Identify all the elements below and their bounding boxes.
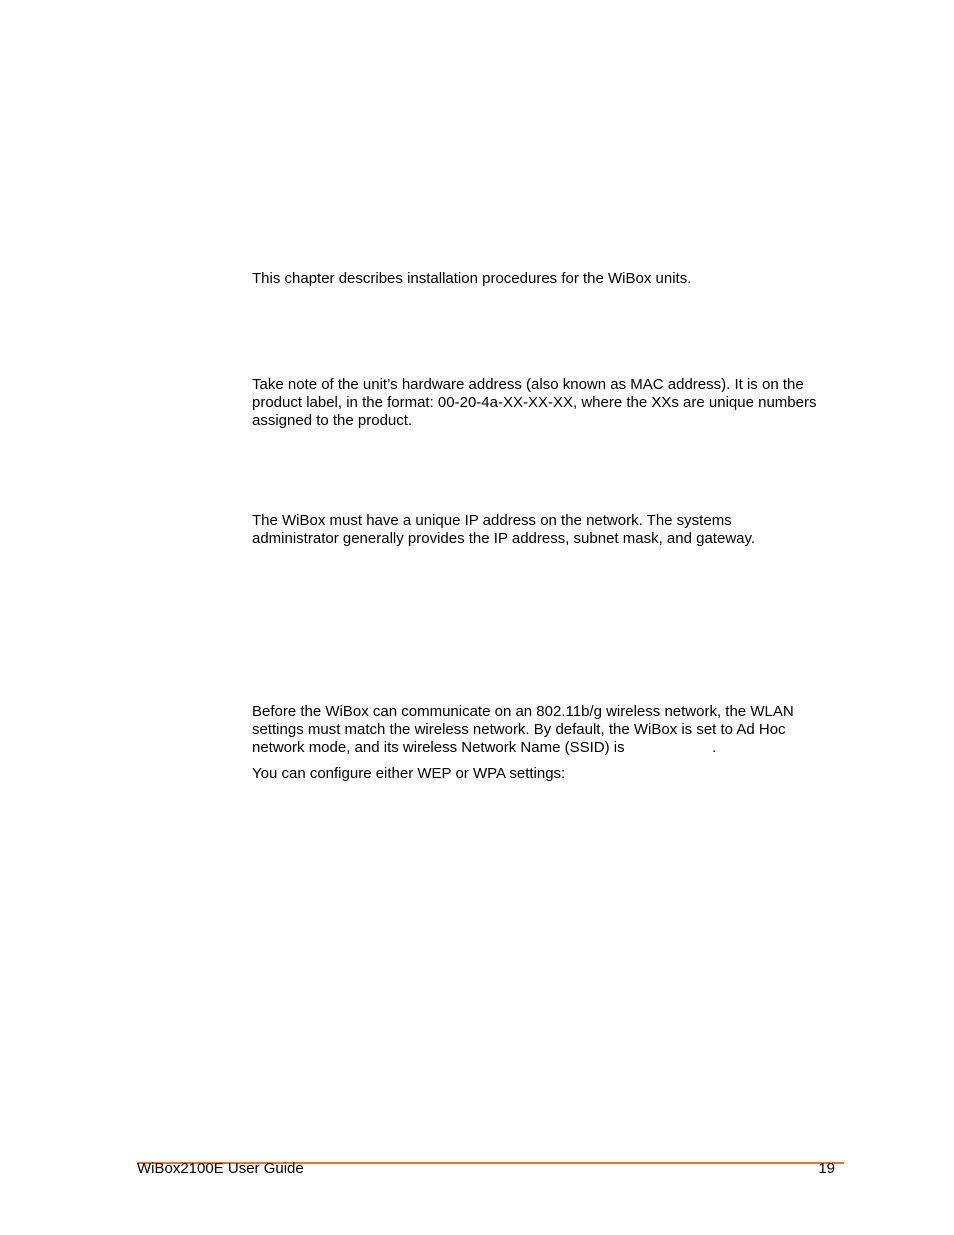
- ip-address-line-1: The WiBox must have a unique IP address on the network. The systems: [252, 512, 732, 529]
- ip-address-line-2: administrator generally provides the IP address, subnet mask, and gateway.: [252, 530, 756, 547]
- hardware-address-line-2: product label, in the format: 00-20-4a-XX-XX-XX, where the XXs are unique numbers: [252, 394, 817, 411]
- footer-page-number: 19: [818, 1160, 835, 1177]
- hardware-address-line-3: assigned to the product.: [252, 412, 413, 429]
- config-options-line-1: You can configure either WEP or WPA settings:: [252, 765, 566, 782]
- ip-address-paragraph: [252, 512, 852, 548]
- wlan-line-1: Before the WiBox can communicate on an 802.11b/g wireless network, the WLAN: [252, 703, 794, 720]
- wlan-line-3: network mode, and its wireless Network Name (SSID) is .: [252, 739, 717, 756]
- wlan-line-2: settings must match the wireless network. By default, the WiBox is set to Ad Hoc: [252, 721, 786, 738]
- intro-paragraph: [252, 270, 852, 288]
- hardware-address-paragraph: [252, 376, 852, 430]
- wlan-paragraph: [252, 703, 852, 757]
- config-options-paragraph: [252, 765, 852, 783]
- hardware-address-line-1: Take note of the unit’s hardware address (also known as MAC address). It is on the: [252, 376, 804, 393]
- footer-title: WiBox2100E User Guide: [137, 1160, 304, 1177]
- intro-line-1: This chapter describes installation procedures for the WiBox units.: [252, 270, 692, 287]
